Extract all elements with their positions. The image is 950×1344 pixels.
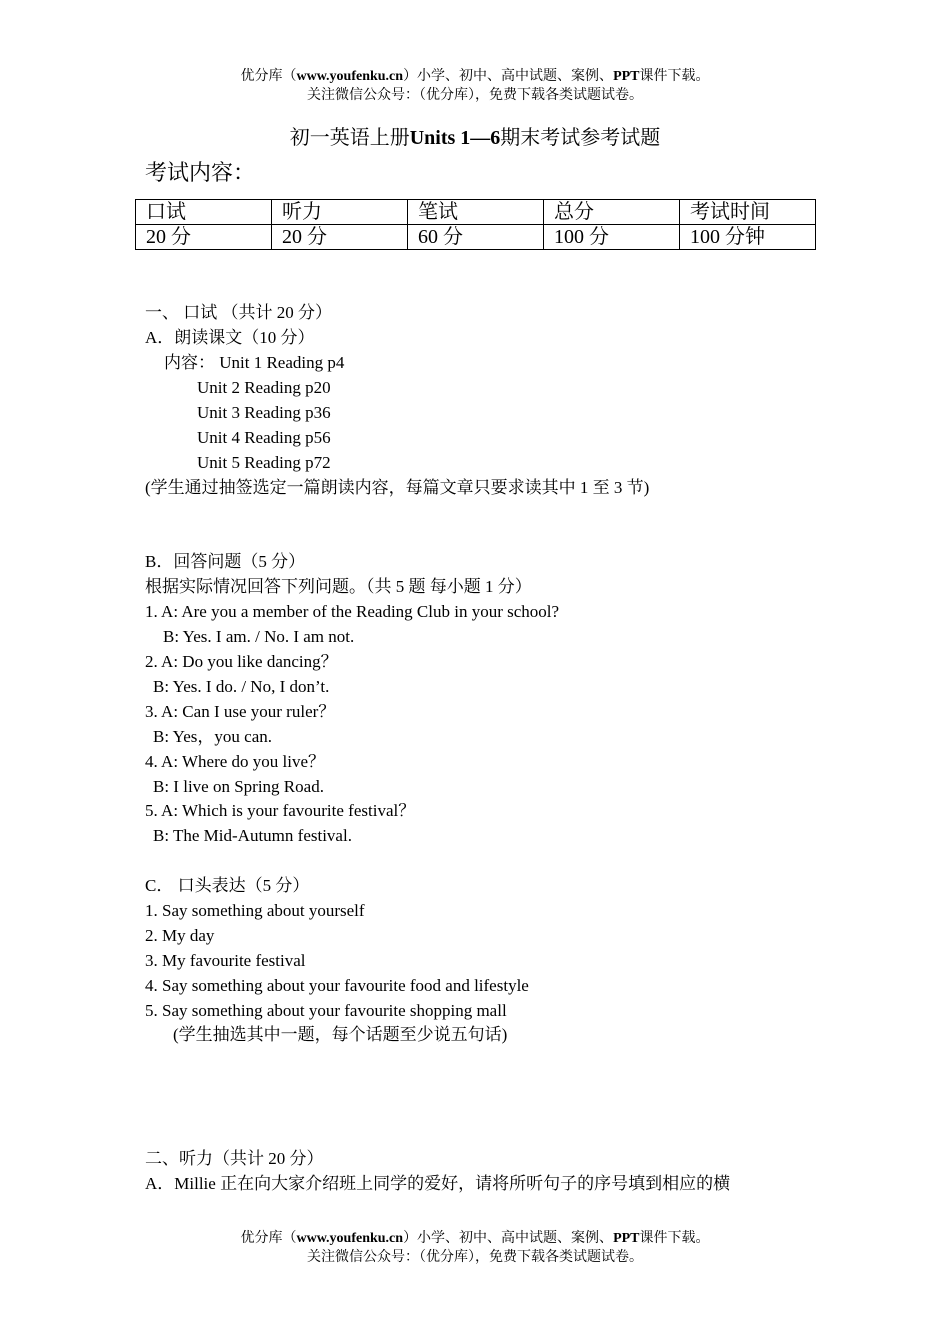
question-line: 3. A: Can I use your ruler？	[145, 702, 336, 721]
list-item: 4. Say something about your favourite food and lifestyle	[145, 976, 529, 995]
table-cell: 笔试	[408, 200, 544, 225]
header-line-1: 优分库（www.youfenku.cn）小学、初中、高中试题、案例、PPT课件下载。	[240, 68, 710, 84]
list-item: Unit 2 Reading p20	[197, 378, 331, 397]
question-line: 2. A: Do you like dancing？	[145, 652, 338, 671]
table-cell: 听力	[272, 200, 408, 225]
partC-note: (学生抽选其中一题，每个话题至少说五句话)	[173, 1025, 508, 1044]
answer-line: B: The Mid-Autumn festival.	[153, 826, 352, 845]
answer-line: B: Yes. I do. / No, I don’t.	[153, 677, 330, 696]
answer-line: B: Yes. I am. / No. I am not.	[163, 627, 355, 646]
answer-line: B: Yes，you can.	[153, 727, 273, 746]
list-item: 1. Say something about yourself	[145, 901, 365, 920]
document-title: 初一英语上册Units 1—6期末考试参考试题	[289, 125, 661, 149]
table-row	[136, 225, 816, 250]
section1-heading: 一、 口试 （共计 20 分）	[145, 303, 332, 322]
page-header	[0, 67, 950, 104]
list-item: 2. My day	[145, 926, 215, 945]
partA-heading: A．朗读课文（10 分）	[145, 328, 315, 347]
partB-heading: B．回答问题（5 分）	[145, 552, 306, 571]
section2-partA: A．Millie 正在向大家介绍班上同学的爱好，请将所听句子的序号填到相应的横	[145, 1174, 731, 1193]
section2-heading: 二、听力（共计 20 分）	[145, 1149, 324, 1168]
partA-content-row: 内容： Unit 1 Reading p4	[164, 353, 345, 372]
header-line-2: 关注微信公众号：（优分库），免费下载各类试题试卷。	[307, 87, 643, 103]
list-item: 3. My favourite festival	[145, 951, 306, 970]
table-cell: 20 分	[272, 225, 408, 250]
table-cell: 总分	[544, 200, 680, 225]
table-cell: 100 分	[544, 225, 680, 250]
list-item: Unit 4 Reading p56	[197, 428, 331, 447]
table-cell: 考试时间	[680, 200, 816, 225]
question-line: 1. A: Are you a member of the Reading Club in your school?	[145, 602, 560, 621]
table-cell: 20 分	[136, 225, 272, 250]
question-line: 5. A: Which is your favourite festival？	[145, 801, 416, 820]
partB-instruction: 根据实际情况回答下列问题。（共 5 题 每小题 1 分）	[145, 577, 532, 596]
table-cell: 60 分	[408, 225, 544, 250]
table-cell: 口试	[136, 200, 272, 225]
partA-note: (学生通过抽签选定一篇朗读内容，每篇文章只要求读其中 1 至 3 节)	[145, 478, 650, 497]
footer-line-2: 关注微信公众号：（优分库），免费下载各类试题试卷。	[307, 1249, 643, 1265]
answer-line: B: I live on Spring Road.	[153, 777, 324, 796]
list-item: 5. Say something about your favourite shopping mall	[145, 1001, 507, 1020]
list-item: Unit 3 Reading p36	[197, 403, 331, 422]
list-item: Unit 5 Reading p72	[197, 453, 331, 472]
footer-site-link[interactable]: www.youfenku.cn	[296, 1231, 404, 1246]
partC-heading: C． 口头表达（5 分）	[145, 876, 310, 895]
exam-content-label: 考试内容：	[145, 161, 256, 186]
table-cell: 100 分钟	[680, 225, 816, 250]
exam-table	[135, 199, 816, 250]
header-site-link[interactable]: www.youfenku.cn	[296, 69, 404, 84]
table-header-row	[136, 200, 816, 225]
footer-line-1: 优分库（www.youfenku.cn）小学、初中、高中试题、案例、PPT课件下载。	[240, 1230, 710, 1246]
question-line: 4. A: Where do you live？	[145, 752, 326, 771]
page-footer	[0, 1229, 950, 1266]
